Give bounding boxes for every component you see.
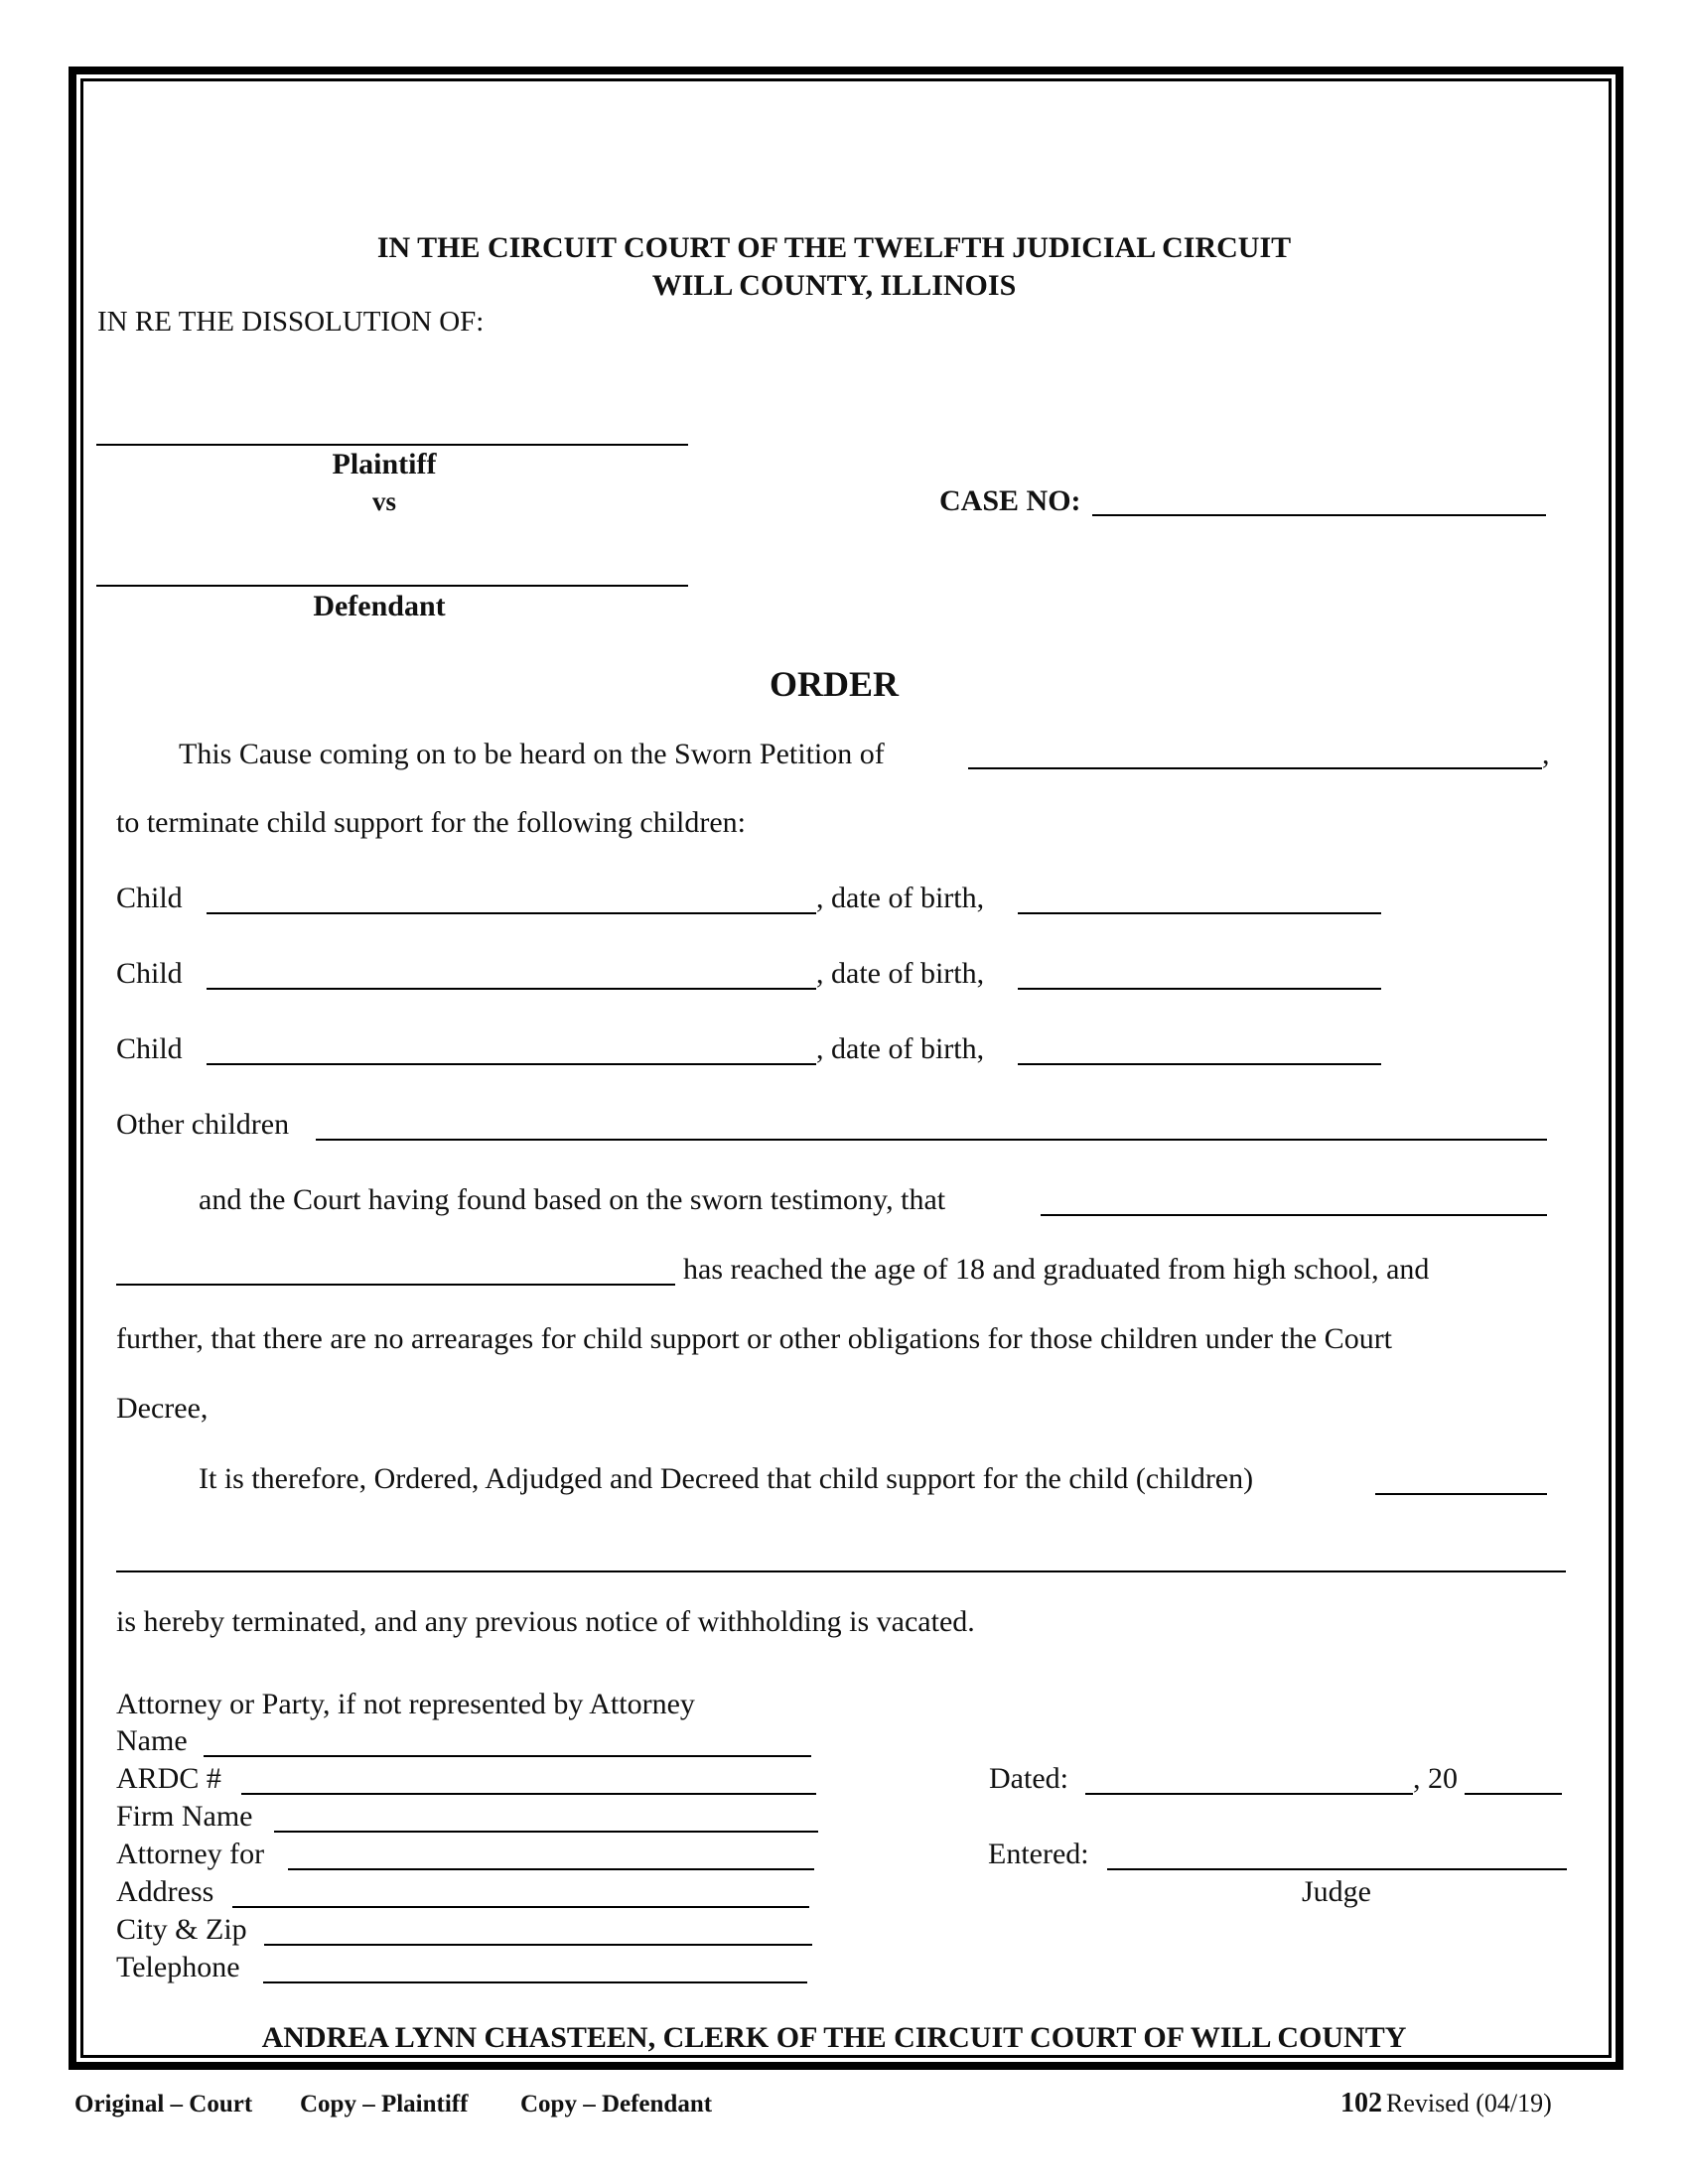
attorney-name-label: Name bbox=[116, 1724, 188, 1757]
child-1-dob-field[interactable] bbox=[1018, 912, 1381, 914]
terminated-text: is hereby terminated, and any previous notice of withholding is vacated. bbox=[116, 1605, 975, 1638]
children-names-continued-field[interactable] bbox=[116, 1570, 1566, 1572]
ordered-text: It is therefore, Ordered, Adjudged and Decreed that child support for the child (children) bbox=[199, 1462, 1254, 1495]
inner-border bbox=[80, 78, 1612, 2058]
footer-copy-defendant: Copy – Defendant bbox=[520, 2091, 713, 2117]
telephone-field[interactable] bbox=[263, 1981, 807, 1983]
child-2-name-field[interactable] bbox=[207, 988, 816, 990]
plaintiff-name-field[interactable] bbox=[96, 444, 688, 446]
firm-name-label: Firm Name bbox=[116, 1800, 253, 1833]
other-children-field[interactable] bbox=[316, 1139, 1547, 1141]
firm-name-field[interactable] bbox=[274, 1831, 818, 1833]
plaintiff-label: Plaintiff bbox=[332, 448, 437, 480]
petitioner-field[interactable] bbox=[968, 767, 1542, 769]
form-number: 102 bbox=[1340, 2088, 1382, 2118]
attorney-for-field[interactable] bbox=[288, 1868, 814, 1870]
child-2-label: Child bbox=[116, 957, 183, 990]
case-no-field[interactable] bbox=[1092, 514, 1546, 516]
child-2-dob-label: , date of birth, bbox=[816, 957, 985, 990]
decree-text: Decree, bbox=[116, 1392, 209, 1425]
footer-copy-plaintiff: Copy – Plaintiff bbox=[300, 2091, 469, 2117]
year-field[interactable] bbox=[1465, 1793, 1562, 1795]
defendant-name-field[interactable] bbox=[96, 585, 688, 587]
ardc-field[interactable] bbox=[241, 1793, 816, 1795]
telephone-label: Telephone bbox=[116, 1951, 240, 1983]
found-party-field[interactable] bbox=[1041, 1214, 1547, 1216]
child-2-dob-field[interactable] bbox=[1018, 988, 1381, 990]
case-no-label: CASE NO: bbox=[939, 484, 1081, 517]
footer-original-court: Original – Court bbox=[74, 2091, 253, 2117]
attorney-heading: Attorney or Party, if not represented by Attorney bbox=[116, 1688, 695, 1720]
child-reached-age-field[interactable] bbox=[116, 1284, 675, 1286]
petition-text: This Cause coming on to be heard on the Sworn Petition of bbox=[179, 738, 885, 770]
petition-comma: , bbox=[1542, 738, 1550, 770]
reached-age-text: has reached the age of 18 and graduated from high school, and bbox=[683, 1253, 1430, 1286]
child-3-label: Child bbox=[116, 1032, 183, 1065]
terminate-text: to terminate child support for the following children: bbox=[116, 806, 747, 839]
ardc-label: ARDC # bbox=[116, 1762, 221, 1795]
children-names-field[interactable] bbox=[1375, 1493, 1547, 1495]
clerk-name: ANDREA LYNN CHASTEEN, CLERK OF THE CIRCUIT COURT OF WILL COUNTY bbox=[261, 2021, 1407, 2054]
judge-signature-field[interactable] bbox=[1107, 1868, 1567, 1870]
order-title: ORDER bbox=[769, 664, 899, 704]
in-re-label: IN RE THE DISSOLUTION OF: bbox=[97, 306, 485, 338]
child-1-label: Child bbox=[116, 882, 183, 914]
defendant-label: Defendant bbox=[313, 590, 446, 622]
revised-date: Revised (04/19) bbox=[1386, 2089, 1552, 2117]
dated-label: Dated: bbox=[989, 1762, 1068, 1795]
vs-label: vs bbox=[371, 486, 396, 516]
dated-field[interactable] bbox=[1085, 1793, 1413, 1795]
address-field[interactable] bbox=[232, 1906, 809, 1908]
entered-label: Entered: bbox=[988, 1838, 1089, 1870]
court-title: IN THE CIRCUIT COURT OF THE TWELFTH JUDICIAL CIRCUIT bbox=[376, 231, 1292, 264]
child-1-name-field[interactable] bbox=[207, 912, 816, 914]
city-zip-field[interactable] bbox=[264, 1944, 812, 1946]
further-text: further, that there are no arrearages for child support or other obligations for those children under the Court bbox=[116, 1322, 1393, 1355]
found-text: and the Court having found based on the sworn testimony, that bbox=[199, 1183, 946, 1216]
address-label: Address bbox=[116, 1875, 214, 1908]
attorney-name-field[interactable] bbox=[204, 1755, 811, 1757]
child-1-dob-label: , date of birth, bbox=[816, 882, 985, 914]
judge-label: Judge bbox=[1302, 1875, 1371, 1908]
attorney-for-label: Attorney for bbox=[116, 1838, 265, 1870]
city-zip-label: City & Zip bbox=[116, 1913, 247, 1946]
year-prefix: , 20 bbox=[1413, 1762, 1458, 1795]
child-3-dob-field[interactable] bbox=[1018, 1063, 1381, 1065]
county-title: WILL COUNTY, ILLINOIS bbox=[651, 269, 1017, 302]
child-3-name-field[interactable] bbox=[207, 1063, 816, 1065]
child-3-dob-label: , date of birth, bbox=[816, 1032, 985, 1065]
other-children-label: Other children bbox=[116, 1108, 290, 1141]
form-revision bbox=[1340, 2088, 1552, 2119]
